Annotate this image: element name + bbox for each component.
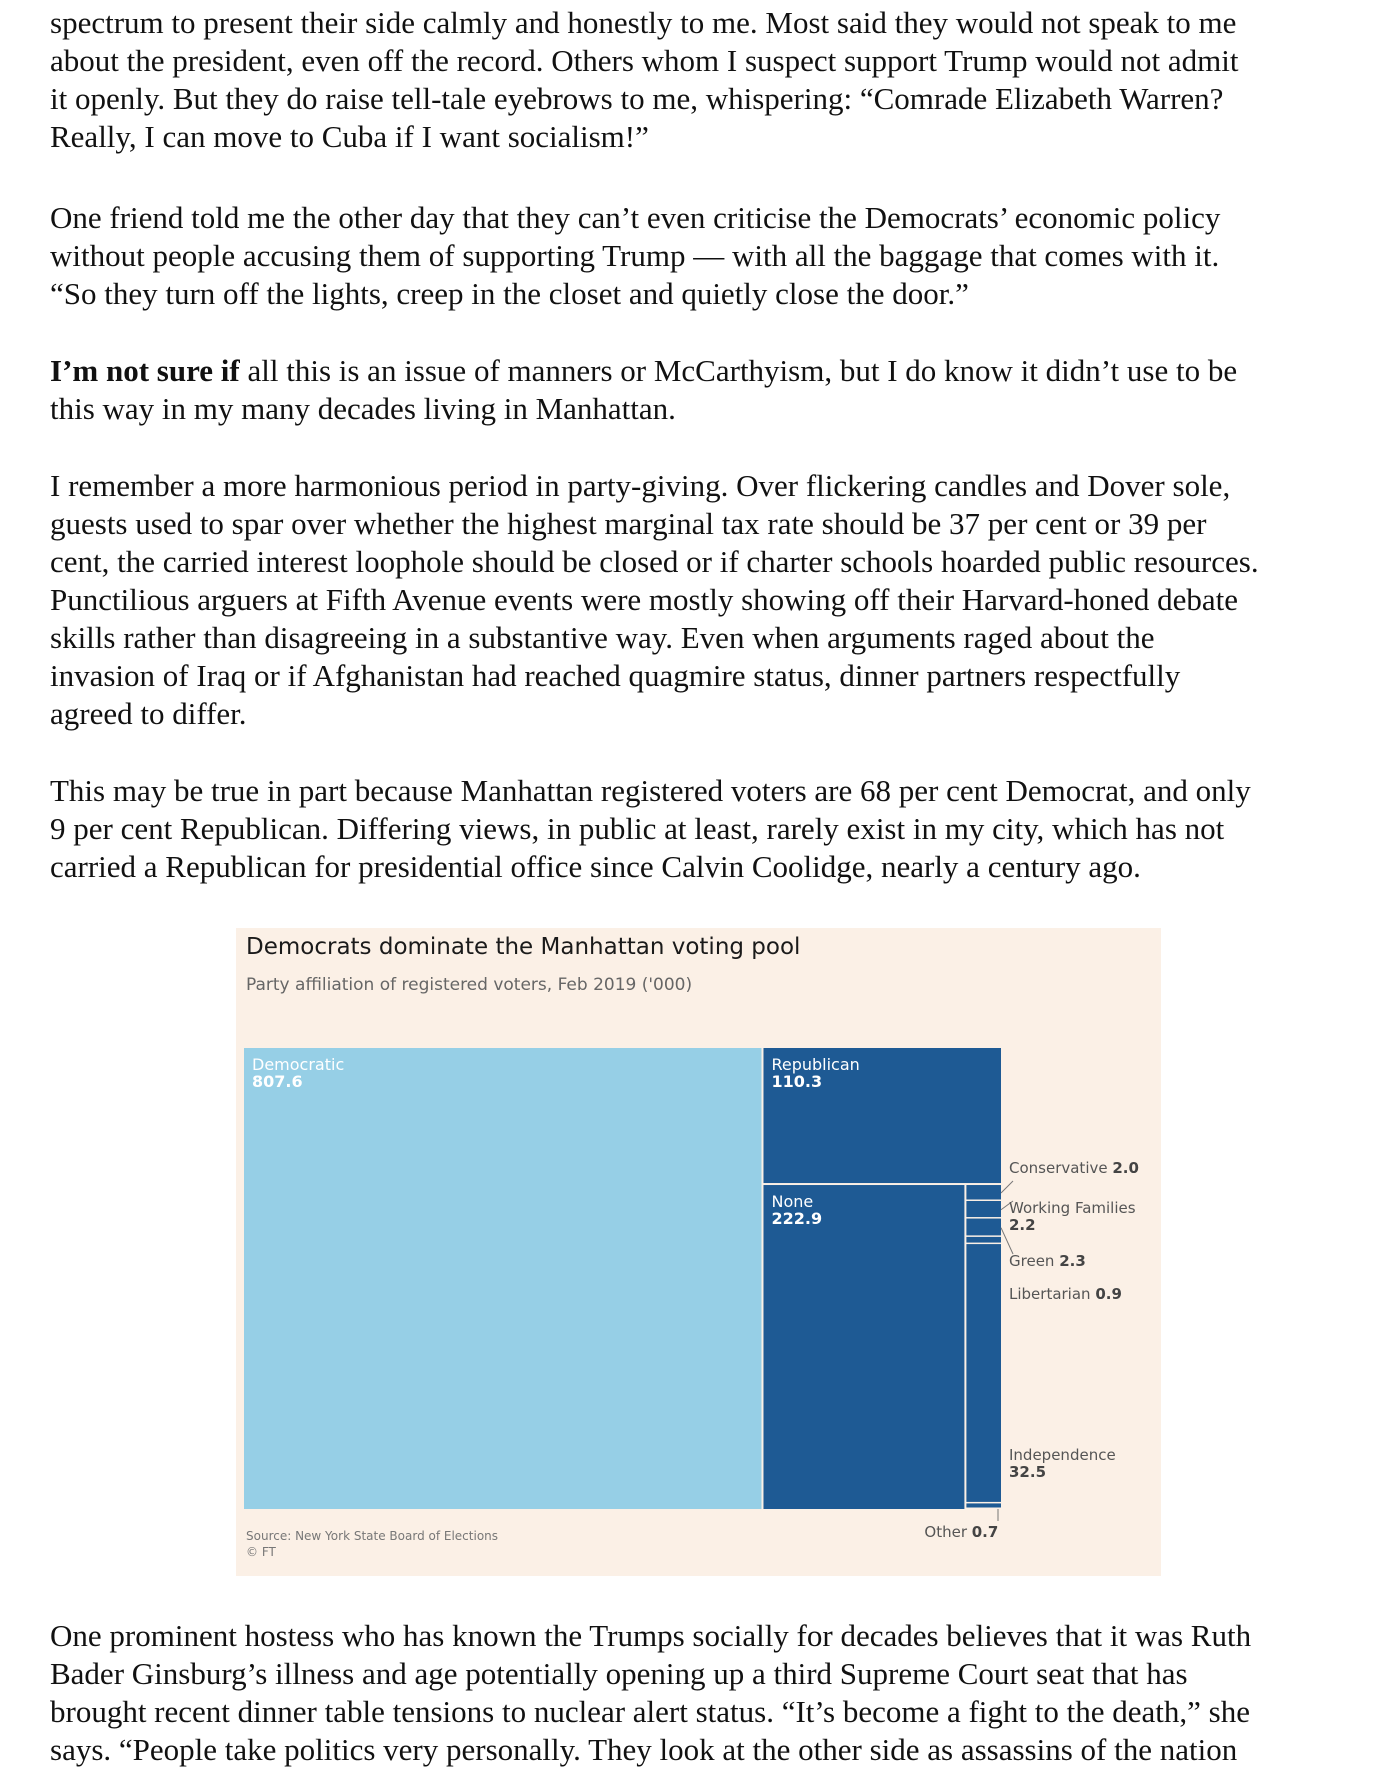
article-paragraph-5 [50,772,1350,886]
label-republican-value: 110.3 [771,1072,823,1091]
chart-source: Source: New York State Board of Elections [246,1529,499,1543]
text-line: skills rather than disagreeing in a substantive way. Even when arguments raged about the [50,620,1155,655]
label-working-families-name: Working Families [1009,1199,1136,1217]
text-line: Punctilious arguers at Fifth Avenue events were mostly showing off their Harvard-honed debate [50,582,1239,617]
article-paragraph-3 [50,352,1350,428]
text-line: says. “People take politics very personally. They look at the other side as assassins of the nation [50,1732,1238,1767]
text-line: One prominent hostess who has known the Trumps socially for decades believes that it was Ruth [50,1618,1252,1653]
text-line: cent, the carried interest loophole should be closed or if charter schools hoarded public resources. [50,544,1259,579]
text-line: without people accusing them of supporting Trump — with all the baggage that comes with it. [50,238,1220,273]
text-line: it openly. But they do raise tell-tale eyebrows to me, whispering: “Comrade Elizabeth Warren? [50,81,1224,116]
leader-line-conservative [1001,1181,1013,1193]
text-line: about the president, even off the record. Others whom I suspect support Trump would not admit [50,43,1239,78]
article-paragraph-4 [50,467,1350,733]
label-independence-value: 32.5 [1009,1463,1047,1481]
chart-subtitle: Party affiliation of registered voters, Feb 2019 ('000) [246,975,693,995]
text-line: One friend told me the other day that they can’t even criticise the Democrats’ economic policy [50,200,1221,235]
text-line: Really, I can move to Cuba if I want socialism!” [50,119,649,154]
chart-credit: © FT [246,1545,276,1559]
text-line: guests used to spar over whether the highest marginal tax rate should be 37 per cent or 39 per [50,506,1207,541]
label-democratic-value: 807.6 [252,1072,303,1091]
treemap-cell-independence [966,1244,1001,1502]
treemap-cell-democratic [244,1048,761,1509]
treemap-cell-libertarian [966,1237,1001,1243]
article-paragraph-1 [50,4,1350,156]
text-line: “So they turn off the lights, creep in the closet and quietly close the door.” [50,276,969,311]
treemap-cell-working-families [966,1201,1001,1217]
label-none-value: 222.9 [771,1209,823,1229]
label-none-name: None [771,1192,814,1212]
text-line: brought recent dinner table tensions to nuclear alert status. “It’s become a fight to the death,” she [50,1694,1250,1729]
text-line: I remember a more harmonious period in party-giving. Over flickering candles and Dover sole, [50,468,1231,503]
text-line: agreed to differ. [50,696,247,731]
treemap-cell-green [966,1219,1001,1236]
label-other-name: Other 0.7 [924,1523,999,1541]
label-libertarian-name: Libertarian 0.9 [1009,1285,1122,1303]
text-line: invasion of Iraq or if Afghanistan had reached quagmire status, dinner partners respectfully [50,658,1181,693]
text-line: 9 per cent Republican. Differing views, in public at least, rarely exist in my city, which has not [50,811,1225,846]
text-line: Bader Ginsburg’s illness and age potentially opening up a third Supreme Court seat that has [50,1656,1188,1691]
label-conservative-name: Conservative 2.0 [1009,1159,1139,1177]
label-working-families-value: 2.2 [1009,1216,1036,1234]
chart-title: Democrats dominate the Manhattan voting pool [246,934,801,960]
text-line: carried a Republican for presidential office since Calvin Coolidge, nearly a century ago. [50,849,1141,884]
treemap-cell-conservative [966,1185,1001,1199]
text-line: this way in my many decades living in Manhattan. [50,391,676,426]
text-line: This may be true in part because Manhattan registered voters are 68 per cent Democrat, and only [50,773,1251,808]
label-conservative-value: 2.0 [1112,1159,1139,1177]
treemap-svg [236,928,1161,1576]
label-independence-name: Independence [1009,1446,1116,1464]
treemap-cell-other [966,1503,1001,1507]
label-green-name: Green 2.3 [1009,1252,1086,1270]
label-other-value: 0.7 [971,1523,999,1541]
article-paragraph-2 [50,199,1350,313]
text-line: spectrum to present their side calmly and honestly to me. Most said they would not speak to me [50,5,1237,40]
bold-lead-in: I’m not sure if [50,353,240,388]
label-libertarian-value: 0.9 [1095,1285,1122,1303]
label-democratic-name: Democratic [252,1055,345,1074]
label-green-value: 2.3 [1059,1252,1086,1270]
text-line: I’m not sure if all this is an issue of manners or McCarthyism, but I do know it didn’t use to be [50,353,1238,388]
voter-affiliation-chart [236,928,1161,1576]
label-republican-name: Republican [771,1055,860,1074]
article-paragraph-6 [50,1617,1350,1769]
treemap-cell-none [763,1185,964,1509]
